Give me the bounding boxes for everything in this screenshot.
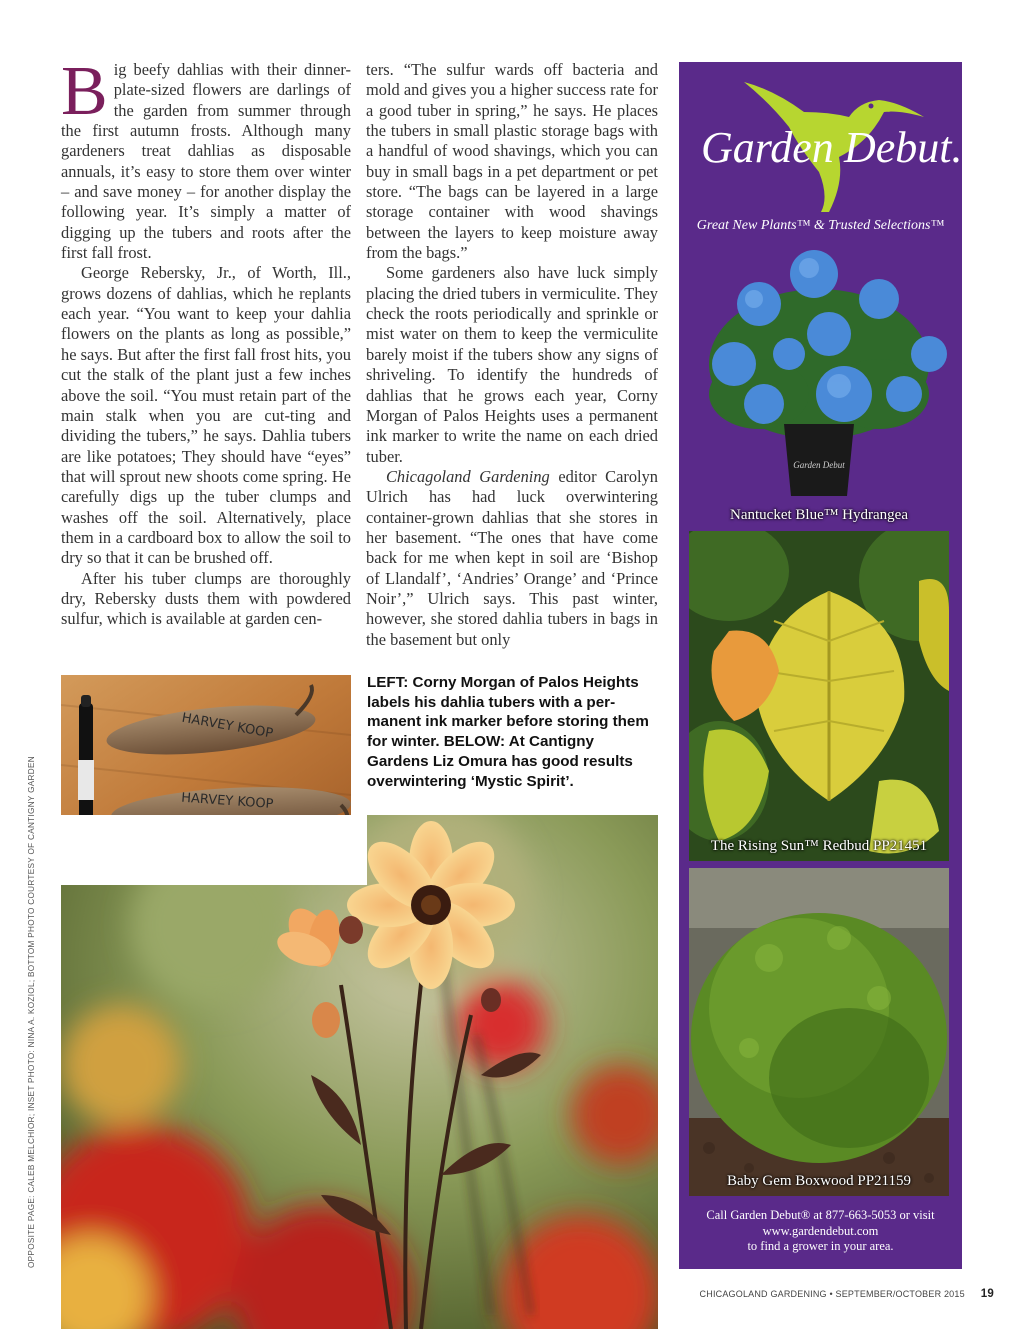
ad-tagline: Great New Plants™ & Trusted Selections™	[696, 218, 945, 233]
pot-logo: Garden Debut	[793, 460, 845, 470]
hydrangea-photo	[689, 244, 949, 530]
drop-cap: B	[61, 53, 108, 130]
ad-contact-grower: to find a grower in your area.	[747, 1239, 894, 1253]
garden-debut-ad	[679, 62, 962, 1269]
paragraph-4: ters. “The sulfur wards off bacteria and mold and gives you a higher success rate for a good tuber in spring,” he says. He places the tubers in small plastic storage bags with a handful of wood shavings, which you can buy in small bags in a pet department or pet store. “The bags can be layered in a large storage container with wood shavings between the layers to keep moisture away from the bags.”	[366, 60, 658, 263]
publication-info: CHICAGOLAND GARDENING • SEPTEMBER/OCTOBER 2015	[699, 1289, 965, 1299]
paragraph-6: Chicagoland Gardening editor Carolyn Ulrich has had luck overwintering container-grown dahlias that she stores in her basement. “The ones that have come back for me when kept in soil are ‘Bishop of Llandalf’, ‘Andries’ Orange’ and ‘Prince Noir’,” Ulrich says. This past winter, however, she stored dahlia tubers in bags in the basement but only	[366, 466, 658, 649]
brand-debut: Debut.	[844, 123, 963, 172]
ad-contact-phone: Call Garden Debut® at 877-663-5053 or visit	[706, 1208, 935, 1222]
page-number: 19	[980, 1288, 994, 1300]
boxwood-photo	[689, 868, 949, 1196]
ad-contact-url[interactable]: www.gardendebut.com	[762, 1223, 879, 1238]
page-footer	[700, 1288, 994, 1300]
paragraph-5: Some gardeners also have luck simply placing the dried tubers in vermiculite. They check the roots periodically and sprinkle or mist water on them to keep the vermiculite barely moist if the tubers show any signs of shriveling. To identify the hundreds of dahlias that he grows each year, Corny Morgan of Palos Heights uses a permanent ink marker to write the name on each dried tuber.	[366, 263, 658, 466]
magazine-name: Chicagoland Gardening	[386, 466, 550, 486]
ad-contact	[679, 1208, 962, 1255]
tuber-label-1: HARVEY KOOP	[180, 710, 275, 742]
photo-notch	[61, 815, 367, 885]
redbud-photo	[689, 531, 949, 861]
brand-garden: Garden	[701, 123, 834, 172]
article-column-1	[61, 53, 351, 630]
plant-label-boxwood: Baby Gem Boxwood PP21159	[726, 1173, 912, 1189]
paragraph-1: Big beefy dahlias with their dinner-plate-sized flowers are darlings of the garden from summer through the first autumn frosts. Although many gardeners treat dahlias as disposable annuals, it’s easy to store them over winter – and save money – for another display the following year. It’s simply a matter of digging up the tubers and roots after the first fall frost.	[61, 53, 351, 263]
article-column-2	[366, 60, 658, 650]
paragraph-3: After his tuber clumps are thoroughly dry, Rebersky dusts them with powdered sulfur, which is available at garden cen-	[61, 568, 351, 629]
plant-label-hydrangea: Nantucket Blue™ Hydrangea	[730, 507, 908, 523]
plant-label-redbud: The Rising Sun™ Redbud PP21451	[710, 838, 928, 854]
photo-credit: OPPOSITE PAGE: CALEB MELCHIOR; INSET PHOTO: NINA A. KOZIOL; BOTTOM PHOTO COURTESY OF CANTIGNY GARDEN	[27, 756, 36, 1268]
dahlia-photo	[61, 815, 658, 1329]
photo-caption: LEFT: Corny Morgan of Palos Heights labels his dahlia tubers with a per-manent ink marker before storing them for winter. BELOW: At Cantigny Gardens Liz Omura has good results overwintering ‘Mystic Spirit’.	[367, 674, 649, 790]
paragraph-2: George Rebersky, Jr., of Worth, Ill., grows dozens of dahlias, which he replants each year. “You want to keep your dahlia flowers on the plants as long as possible,” he says. But after the first fall frost hits, you cut the stalk of the plant just a few inches above the soil. “You must retain part of the main stalk when you are cut-ting and dividing the tubers,” he says. Dahlia tubers are like potatoes; They should have “eyes” that will sprout new shoots come spring. He carefully digs up the tuber clumps and washes off the soil. Alternatively, place them in a cardboard box to allow the soil to dry so that it can be brushed off.	[61, 263, 351, 568]
tuber-label-2: HARVEY KOOP	[180, 790, 274, 813]
